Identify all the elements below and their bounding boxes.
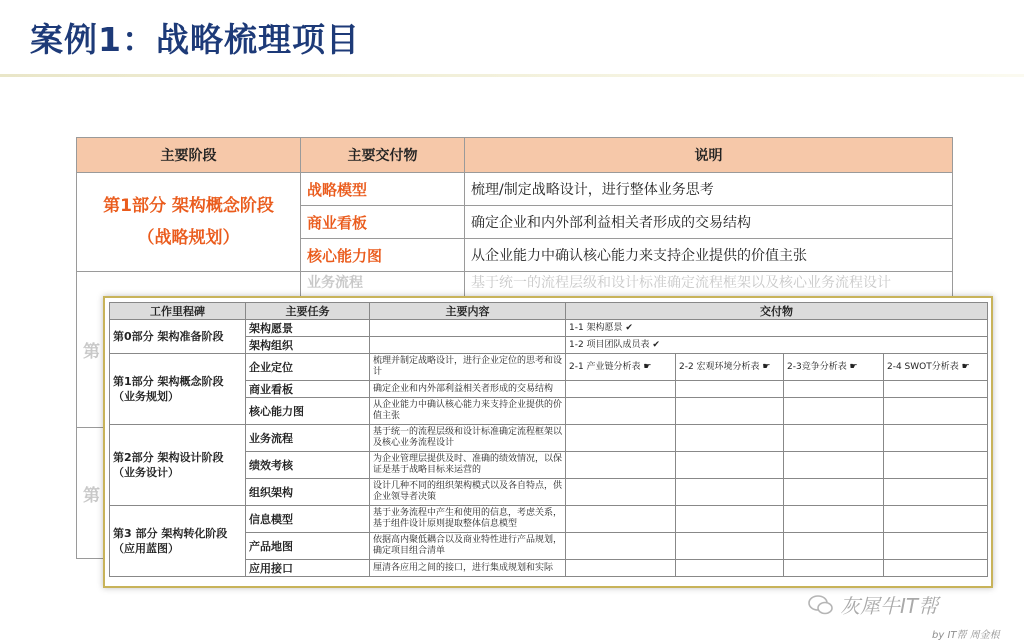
overlay-empty (884, 560, 988, 577)
overlay-phase-2-sub: （业务设计） (113, 466, 179, 479)
overlay-deliverable: 1-1 架构愿景 ✔ (566, 320, 988, 337)
overlay-task: 商业看板 (246, 381, 370, 398)
overlay-deliverable-2-4: 2-4 SWOT分析表 ☛ (884, 354, 988, 381)
back-deliverable: 核心能力图 (301, 239, 465, 272)
back-table-header (77, 138, 953, 173)
table-row (77, 173, 953, 206)
overlay-empty (784, 452, 884, 479)
overlay-phase-3-name: 第3 部分 架构转化阶段 (113, 527, 228, 540)
back-header-deliverable: 主要交付物 (301, 138, 465, 173)
overlay-task: 组织架构 (246, 479, 370, 506)
back-deliverable: 战略模型 (301, 173, 465, 206)
overlay-task: 信息模型 (246, 506, 370, 533)
overlay-empty (784, 533, 884, 560)
overlay-empty (884, 398, 988, 425)
overlay-task: 企业定位 (246, 354, 370, 381)
back-header-desc: 说明 (465, 138, 953, 173)
overlay-empty (784, 560, 884, 577)
overlay-empty (884, 425, 988, 452)
overlay-content: 厘清各应用之间的接口，进行集成规划和实际 (370, 560, 566, 577)
table-row (110, 354, 988, 381)
overlay-content: 梳理并制定战略设计，进行企业定位的思考和设计 (370, 354, 566, 381)
overlay-empty (566, 425, 676, 452)
page-title: 案例1：战略梳理项目 (30, 20, 360, 59)
back-header-phase: 主要阶段 (77, 138, 301, 173)
overlay-table (109, 302, 988, 577)
overlay-task: 绩效考核 (246, 452, 370, 479)
overlay-empty (676, 533, 784, 560)
overlay-content: 基于业务流程中产生和使用的信息，考虑关系，基于组件设计原则提取整体信息模型 (370, 506, 566, 533)
overlay-header (110, 303, 988, 320)
overlay-header-content: 主要内容 (370, 303, 566, 320)
overlay-empty (676, 560, 784, 577)
back-desc: 从企业能力中确认核心能力来支持企业提供的价值主张 (465, 239, 953, 272)
overlay-empty (884, 506, 988, 533)
overlay-content: 基于统一的流程层级和设计标准确定流程框架以及核心业务流程设计 (370, 425, 566, 452)
overlay-task: 核心能力图 (246, 398, 370, 425)
overlay-empty (566, 398, 676, 425)
overlay-empty (884, 381, 988, 398)
overlay-empty (566, 506, 676, 533)
overlay-deliverable-2-3: 2-3竞争分析表 ☛ (784, 354, 884, 381)
overlay-header-deliverables: 交付物 (566, 303, 988, 320)
overlay-content: 设计几种不同的组织架构模式以及各自特点，供企业领导者决策 (370, 479, 566, 506)
overlay-empty (884, 479, 988, 506)
overlay-phase-1 (110, 354, 246, 425)
back-faded-deliverable: 业务流程 (301, 272, 465, 297)
overlay-empty (676, 425, 784, 452)
overlay-empty (566, 479, 676, 506)
overlay-header-task: 主要任务 (246, 303, 370, 320)
overlay-task: 业务流程 (246, 425, 370, 452)
overlay-phase-3 (110, 506, 246, 577)
overlay-deliverable: 1-2 项目团队成员表 ✔ (566, 337, 988, 354)
overlay-empty (566, 560, 676, 577)
overlay-content: 确定企业和内外部利益相关者形成的交易结构 (370, 381, 566, 398)
overlay-empty (884, 452, 988, 479)
overlay-empty (784, 381, 884, 398)
overlay-empty (566, 533, 676, 560)
table-row (110, 425, 988, 452)
overlay-content (370, 320, 566, 337)
overlay-phase-2-name: 第2部分 架构设计阶段 (113, 451, 224, 464)
overlay-content (370, 337, 566, 354)
overlay-task: 应用接口 (246, 560, 370, 577)
overlay-deliverable-2-1: 2-1 产业链分析表 ☛ (566, 354, 676, 381)
overlay-phase-2 (110, 425, 246, 506)
watermark-text: 灰犀牛IT帮 (840, 594, 939, 618)
overlay-content: 从企业能力中确认核心能力来支持企业提供的价值主张 (370, 398, 566, 425)
overlay-phase-1-sub: （业务规划） (113, 390, 179, 403)
overlay-phase-1-name: 第1部分 架构概念阶段 (113, 375, 224, 388)
back-phase-1-sub: （战略规划） (137, 228, 240, 248)
back-faded-desc: 基于统一的流程层级和设计标准确定流程框架以及核心业务流程设计 (465, 272, 953, 297)
table-row (110, 506, 988, 533)
overlay-empty (784, 479, 884, 506)
wechat-icon (808, 594, 834, 616)
back-ghost-a: 第 (83, 342, 100, 362)
back-ghost-b: 第 (83, 485, 100, 506)
back-phase-1-name: 第1部分 架构概念阶段 (103, 196, 274, 216)
byline: by IT帮 周金根 (932, 630, 1000, 641)
overlay-empty (784, 398, 884, 425)
overlay-empty (784, 506, 884, 533)
back-phase-1 (77, 173, 301, 272)
overlay-content: 依据高内聚低耦合以及商业特性进行产品规划，确定项目组合清单 (370, 533, 566, 560)
overlay-task: 架构组织 (246, 337, 370, 354)
overlay-phase-3-sub: （应用蓝图） (113, 542, 179, 555)
overlay-empty (566, 381, 676, 398)
overlay-table-frame (103, 296, 993, 588)
back-deliverable: 商业看板 (301, 206, 465, 239)
back-desc: 梳理/制定战略设计，进行整体业务思考 (465, 173, 953, 206)
overlay-empty (566, 452, 676, 479)
overlay-empty (676, 381, 784, 398)
overlay-empty (676, 479, 784, 506)
overlay-deliverable-2-2: 2-2 宏观环境分析表 ☛ (676, 354, 784, 381)
overlay-empty (884, 533, 988, 560)
overlay-phase-0: 第0部分 架构准备阶段 (110, 320, 246, 354)
table-row (110, 320, 988, 337)
table-row (77, 272, 953, 297)
overlay-empty (676, 452, 784, 479)
overlay-header-milestone: 工作里程碑 (110, 303, 246, 320)
overlay-task: 架构愿景 (246, 320, 370, 337)
overlay-task: 产品地图 (246, 533, 370, 560)
overlay-empty (784, 425, 884, 452)
overlay-empty (676, 398, 784, 425)
title-divider (0, 74, 1024, 77)
back-desc: 确定企业和内外部利益相关者形成的交易结构 (465, 206, 953, 239)
overlay-content: 为企业管理层提供及时、准确的绩效情况，以保证是基于战略目标来运营的 (370, 452, 566, 479)
overlay-empty (676, 506, 784, 533)
